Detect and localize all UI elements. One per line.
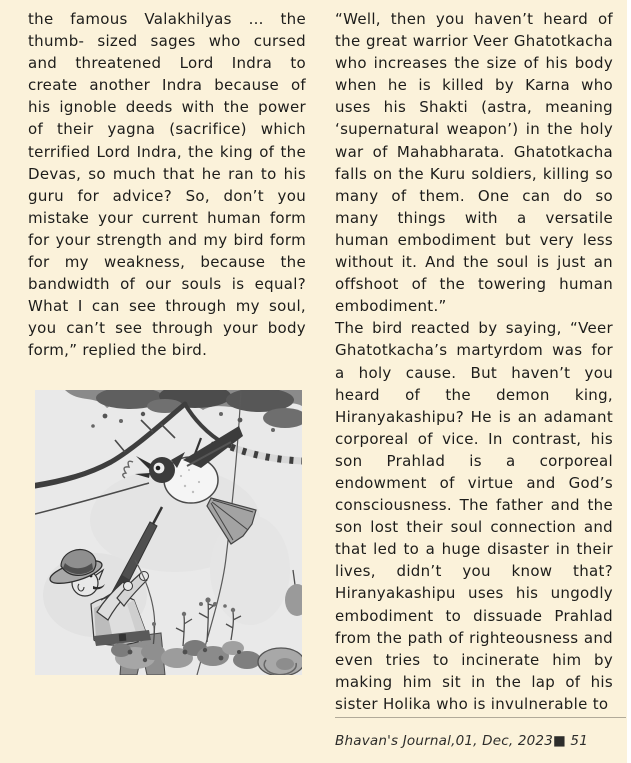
left-column-paragraph: the famous Valakhilyas … the thumb- sized sages who cursed and threatened Lord Indra to create another Indra because of his ignoble deeds with the power of their yagna (sacrifice) which terrified Lord Indra, the king of the Devas, so much that he ran to his guru for advice? So, don’t you mistake your current human form for your strength and my bird form for my weakness, because the bandwidth of our souls is equal? What I can see through my soul, you can’t see through your body form,” replied the bird.	[28, 10, 306, 360]
hunter-bird-illustration	[35, 390, 302, 675]
journal-citation: Bhavan's Journal,01, Dec, 2023■ 51	[335, 733, 589, 749]
right-column-paragraph-1: “Well, then you haven’t heard of the great warrior Veer Ghatotkacha who increases the size of his body when he is killed by Karna who uses his Shakti (astra, meaning ‘supernatural weapon’) in the holy war of Mahabharata. Ghatotkacha falls on the Kuru soldiers, killing so many of them. One can do so many things with a versatile human embodiment but very less without it. And the soul is just an offshoot of the towering human embodiment.”	[335, 10, 613, 316]
right-column	[335, 8, 613, 715]
page-footer	[335, 717, 626, 749]
left-column	[28, 8, 306, 362]
right-column-paragraph-2: The bird reacted by saying, “Veer Ghatotkacha’s martyrdom was for a holy cause. But haven’t you heard of the demon king, Hiranyakashipu? He is an adamant corporeal of vice. In contrast, his son Prahlad is a corporeal endowment of virtue and God’s consciousness. The father and the son lost their soul connection and that led to a huge disaster in their lives, didn’t you know that? Hiranyakashipu uses his ungodly embodiment to dissuade Prahlad from the path of righteousness and even tries to incinerate him by making him sit in the lap of his sister Holika who is invulnerable to	[335, 319, 613, 713]
illustration-canvas	[35, 390, 302, 675]
